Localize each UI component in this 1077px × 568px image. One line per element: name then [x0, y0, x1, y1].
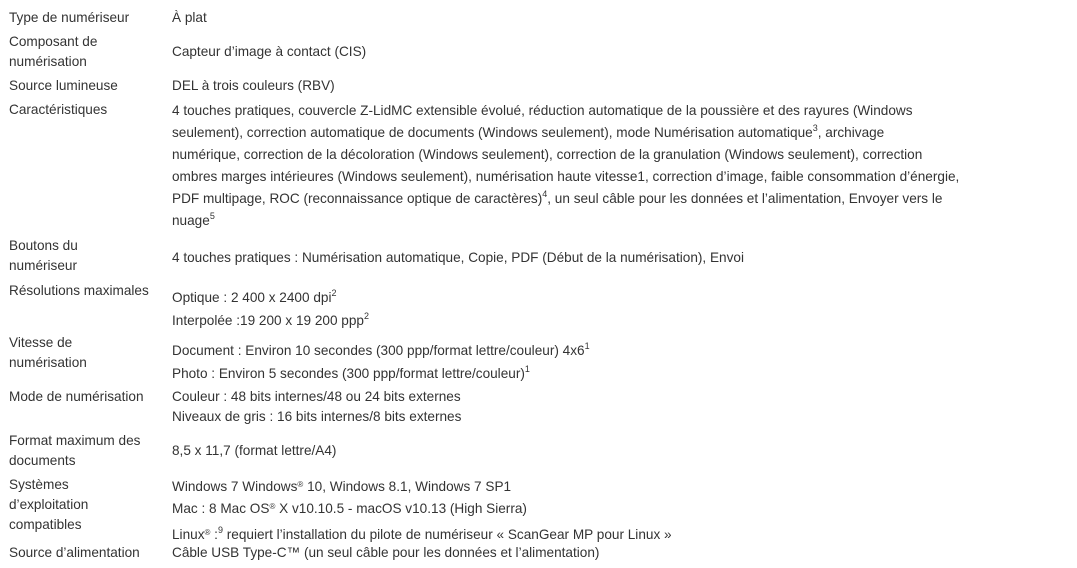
spec-value-scanner-type: À plat [172, 10, 207, 25]
spec-value-features [172, 100, 959, 232]
value-line: seulement), correction automatique de documents (Windows seulement), mode Numérisation automatique [172, 125, 813, 140]
value-line: , un seul câble pour les données et l’alimentation, Envoyer vers le [547, 191, 943, 206]
spec-label-max-doc-size [9, 431, 140, 471]
value-line: ombres marges intérieures (Windows seulement), numérisation haute vitesse1, correction d’image, faible consommation d’énergie, [172, 169, 960, 184]
value-line: Photo : Environ 5 secondes (300 ppp/format lettre/couleur) [172, 366, 525, 381]
label-line: Vitesse de [9, 335, 73, 350]
label-line: numériseur [9, 258, 77, 273]
spec-label-scanner-type: Type de numériseur [9, 10, 130, 25]
footnote: 9 [217, 525, 223, 535]
value-line: PDF multipage, ROC (reconnaissance optique de caractères) [172, 191, 543, 206]
spec-label-scan-speed [9, 333, 87, 373]
value-line: X v10.10.5 - macOS v10.13 (High Sierra) [275, 501, 527, 516]
label-line: Boutons du [9, 238, 78, 253]
label-line: documents [9, 453, 76, 468]
value-line: Interpolée :19 200 x 19 200 ppp [172, 313, 364, 328]
footnote: 2 [331, 288, 337, 298]
spec-value-max-doc-size: 8,5 x 11,7 (format lettre/A4) [172, 443, 337, 458]
value-line: Niveaux de gris : 16 bits internes/8 bits externes [172, 409, 462, 424]
footnote: 2 [363, 311, 369, 321]
value-line: Document : Environ 10 secondes (300 ppp/format lettre/couleur) 4x6 [172, 343, 585, 358]
footnote: 3 [812, 123, 818, 133]
value-line: Mac : 8 Mac OS [172, 501, 270, 516]
footnote: 5 [209, 211, 215, 221]
spec-value-light-source: DEL à trois couleurs (RBV) [172, 78, 335, 93]
spec-label-light-source: Source lumineuse [9, 78, 118, 93]
value-line: Couleur : 48 bits internes/48 ou 24 bits externes [172, 389, 461, 404]
value-line: nuage [172, 213, 210, 228]
spec-value-scan-component: Capteur d’image à contact (CIS) [172, 44, 367, 59]
spec-value-os [172, 475, 672, 541]
footnote: 4 [542, 189, 548, 199]
label-line: numérisation [9, 54, 87, 69]
label-line: Composant de [9, 34, 98, 49]
registered-mark: ® [269, 502, 276, 511]
registered-mark: ® [204, 528, 211, 537]
value-line: 10, Windows 8.1, Windows 7 SP1 [303, 479, 512, 494]
value-line: Linux [172, 527, 205, 542]
spec-value-buttons: 4 touches pratiques : Numérisation automatique, Copie, PDF (Début de la numérisation), Envoi [172, 250, 744, 265]
label-line: Systèmes [9, 477, 69, 492]
value-line: numérique, correction de la décoloration (Windows seulement), correction de la granulation (Windows seulement), correction [172, 147, 923, 162]
spec-value-scan-mode [172, 387, 461, 427]
spec-label-scan-component [9, 32, 97, 72]
spec-value-max-resolution [172, 286, 369, 332]
footnote: 1 [524, 364, 530, 374]
value-line-linux [172, 527, 672, 542]
registered-mark: ® [297, 480, 304, 489]
value-line: , archivage [817, 125, 885, 140]
spec-label-os [9, 475, 88, 535]
spec-value-scan-speed [172, 339, 590, 385]
footnote: 1 [584, 341, 590, 351]
spec-label-features: Caractéristiques [9, 102, 108, 117]
value-line: Optique : 2 400 x 2400 dpi [172, 290, 332, 305]
label-line: numérisation [9, 355, 87, 370]
value-line: Windows 7 Windows [172, 479, 298, 494]
value-line: 4 touches pratiques, couvercle Z-LidMC extensible évolué, réduction automatique de la poussière et des rayures (Windows [172, 103, 913, 118]
spec-label-buttons [9, 236, 78, 276]
spec-value-power-source: Câble USB Type-C™ (un seul câble pour les données et l’alimentation) [172, 545, 600, 560]
label-line: Format maximum des [9, 433, 141, 448]
spec-label-power-source: Source d’alimentation [9, 545, 140, 560]
label-line: d’exploitation [9, 497, 89, 512]
spec-label-scan-mode: Mode de numérisation [9, 389, 144, 404]
label-line: compatibles [9, 517, 82, 532]
spec-label-max-resolution: Résolutions maximales [9, 283, 149, 298]
value-line: requiert l’installation du pilote de numériseur « ScanGear MP pour Linux » [222, 527, 672, 542]
value-line: : [210, 527, 218, 542]
